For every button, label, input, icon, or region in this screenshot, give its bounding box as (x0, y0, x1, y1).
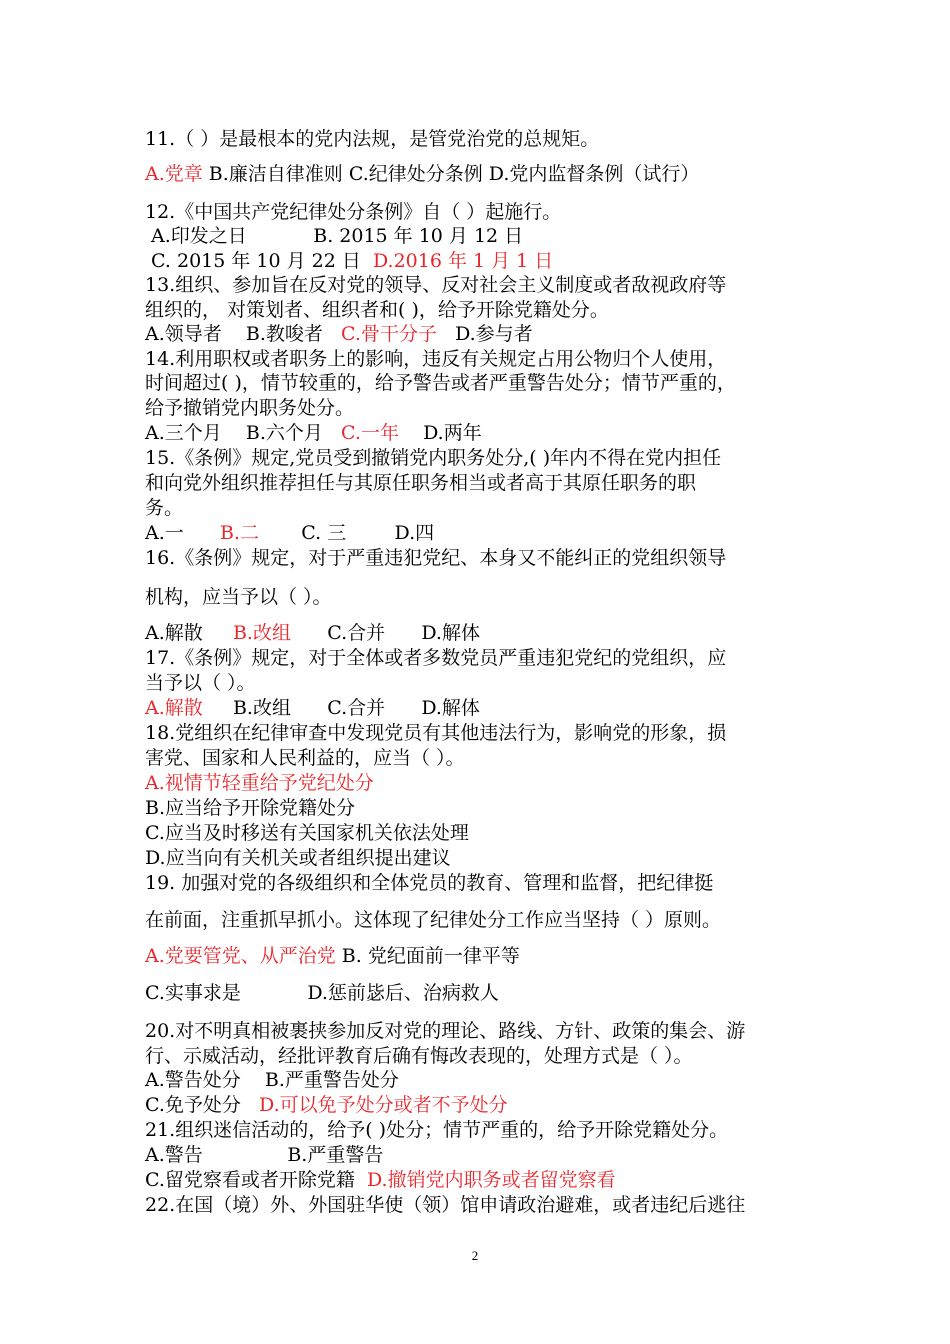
text-line (145, 1143, 383, 1167)
line-text: C. 三 D.四 (259, 522, 435, 544)
text-line (145, 371, 736, 395)
text-line (145, 721, 726, 745)
text-line (145, 298, 609, 322)
text-line (145, 521, 434, 545)
text-line (145, 1019, 745, 1043)
text-line (145, 224, 523, 248)
line-text: 行、示威活动，经批评教育后确有悔改表现的，处理方式是（ ）。 (145, 1045, 693, 1067)
text-line (145, 846, 451, 870)
line-text: C.实事求是 D.惩前毖后、治病救人 (145, 982, 499, 1004)
line-text: 18.党组织在纪律审查中发现党员有其他违法行为，影响党的形象，损 (145, 722, 727, 744)
line-text: 21.组织迷信活动的，给予( )处分；情节严重的，给予开除党籍处分。 (145, 1119, 729, 1141)
text-line (145, 1068, 399, 1092)
answer-text: D.可以免予处分或者不予处分 (259, 1094, 508, 1116)
answer-text: C.一年 (341, 422, 399, 444)
text-line (145, 981, 499, 1005)
line-text: 组织的， 对策划者、组织者和( )，给予开除党籍处分。 (145, 299, 609, 321)
line-text: 19. 加强对党的各级组织和全体党员的教育、管理和监督，把纪律挺 (145, 872, 714, 894)
answer-text: B.二 (220, 522, 260, 544)
line-text: C.应当及时移送有关国家机关依法处理 (145, 822, 469, 844)
text-line (145, 585, 332, 609)
page-number: 2 (471, 1248, 479, 1263)
answer-text: D.2016 年 1 月 1 日 (372, 250, 554, 272)
text-line (145, 347, 726, 371)
text-line (145, 273, 726, 297)
text-line (145, 908, 721, 932)
line-text: 16.《条例》规定，对于严重违犯党纪、本身又不能纠正的党组织领导 (145, 547, 727, 569)
text-line (145, 1168, 616, 1192)
line-text: A.警告 B.严重警告 (145, 1144, 384, 1166)
line-text: D.应当向有关机关或者组织提出建议 (145, 847, 451, 869)
line-text: 当予以（ ）。 (145, 672, 256, 694)
line-text: 12.《中国共产党纪律处分条例》自（ ）起施行。 (145, 201, 562, 223)
line-text: 给予撤销党内职务处分。 (145, 397, 355, 419)
text-line (145, 621, 480, 645)
line-text: D.参与者 (436, 323, 533, 345)
line-text: 17.《条例》规定，对于全体或者多数党员严重违犯党纪的党组织，应 (145, 647, 727, 669)
text-line (145, 162, 699, 186)
text-line (145, 546, 726, 570)
line-text: B.廉洁自律准则 C.纪律处分条例 D.党内监督条例（试行） (202, 163, 700, 185)
answer-text: A.解散 (145, 697, 203, 719)
line-text: 11.（ ）是最根本的党内法规，是管党治党的总规矩。 (145, 128, 600, 150)
text-line (145, 696, 480, 720)
text-line (145, 821, 469, 845)
line-text: C.合并 D.解体 (290, 622, 480, 644)
text-line (145, 249, 553, 273)
line-text: C.留党察看或者开除党籍 (145, 1169, 367, 1191)
text-line (145, 646, 726, 670)
line-text: 22.在国（境）外、外国驻华使（领）馆申请政治避难，或者违纪后逃往 (145, 1194, 746, 1216)
line-text: 时间超过( )，情节较重的，给予警告或者严重警告处分；情节严重的， (145, 372, 736, 394)
answer-text: A.党要管党、从严治党 (145, 945, 336, 967)
text-line (145, 396, 354, 420)
text-line (145, 421, 482, 445)
line-text: 在前面，注重抓早抓小。这体现了纪律处分工作应当坚持（ ）原则。 (145, 909, 722, 931)
line-text: 14.利用职权或者职务上的影响，违反有关规定占用公物归个人使用， (145, 348, 727, 370)
line-text: 15.《条例》规定,党员受到撤销党内职务处分,( )年内不得在党内担任 (145, 447, 722, 469)
line-text: 机构，应当予以（ ）。 (145, 586, 332, 608)
line-text: B.应当给予开除党籍处分 (145, 797, 356, 819)
text-line (145, 1044, 693, 1068)
text-line (145, 471, 696, 495)
text-line (145, 671, 256, 695)
text-line (145, 200, 561, 224)
text-line (145, 446, 721, 470)
line-text: B.改组 C.合并 D.解体 (202, 697, 480, 719)
answer-text: A.视情节轻重给予党纪处分 (145, 772, 374, 794)
line-text: A.印发之日 B. 2015 年 10 月 12 日 (145, 225, 524, 247)
line-text: D.两年 (398, 422, 482, 444)
answer-text: C.骨干分子 (341, 323, 437, 345)
text-line (145, 796, 355, 820)
line-text: A.一 (145, 522, 220, 544)
line-text: A.三个月 B.六个月 (145, 422, 342, 444)
answer-text: B.改组 (232, 622, 291, 644)
line-text: 20.对不明真相被裹挟参加反对党的理论、路线、方针、政策的集会、游 (145, 1020, 746, 1042)
text-line (145, 871, 713, 895)
text-line (145, 322, 533, 346)
text-line (145, 1093, 508, 1117)
text-line (145, 127, 599, 151)
line-text: A.警告处分 B.严重警告处分 (145, 1069, 399, 1091)
line-text: C.免予处分 (145, 1094, 260, 1116)
line-text: B. 党纪面前一律平等 (335, 945, 520, 967)
text-line (145, 496, 183, 520)
line-text: A.领导者 B.教唆者 (145, 323, 342, 345)
text-line (145, 944, 520, 968)
line-text: 13.组织、参加旨在反对党的领导、反对社会主义制度或者敌视政府等 (145, 274, 727, 296)
text-line (145, 1193, 745, 1217)
line-text: 害党、国家和人民利益的，应当（ ）。 (145, 747, 465, 769)
line-text: 和向党外组织推荐担任与其原任职务相当或者高于其原任职务的职 (145, 472, 697, 494)
answer-text: D.撤销党内职务或者留党察看 (366, 1169, 616, 1191)
answer-text: A.党章 (145, 163, 203, 185)
text-line (145, 746, 465, 770)
line-text: C. 2015 年 10 月 22 日 (145, 250, 373, 272)
text-line (145, 771, 374, 795)
line-text: A.解散 (145, 622, 233, 644)
line-text: 务。 (145, 497, 184, 519)
text-line (145, 1118, 728, 1142)
